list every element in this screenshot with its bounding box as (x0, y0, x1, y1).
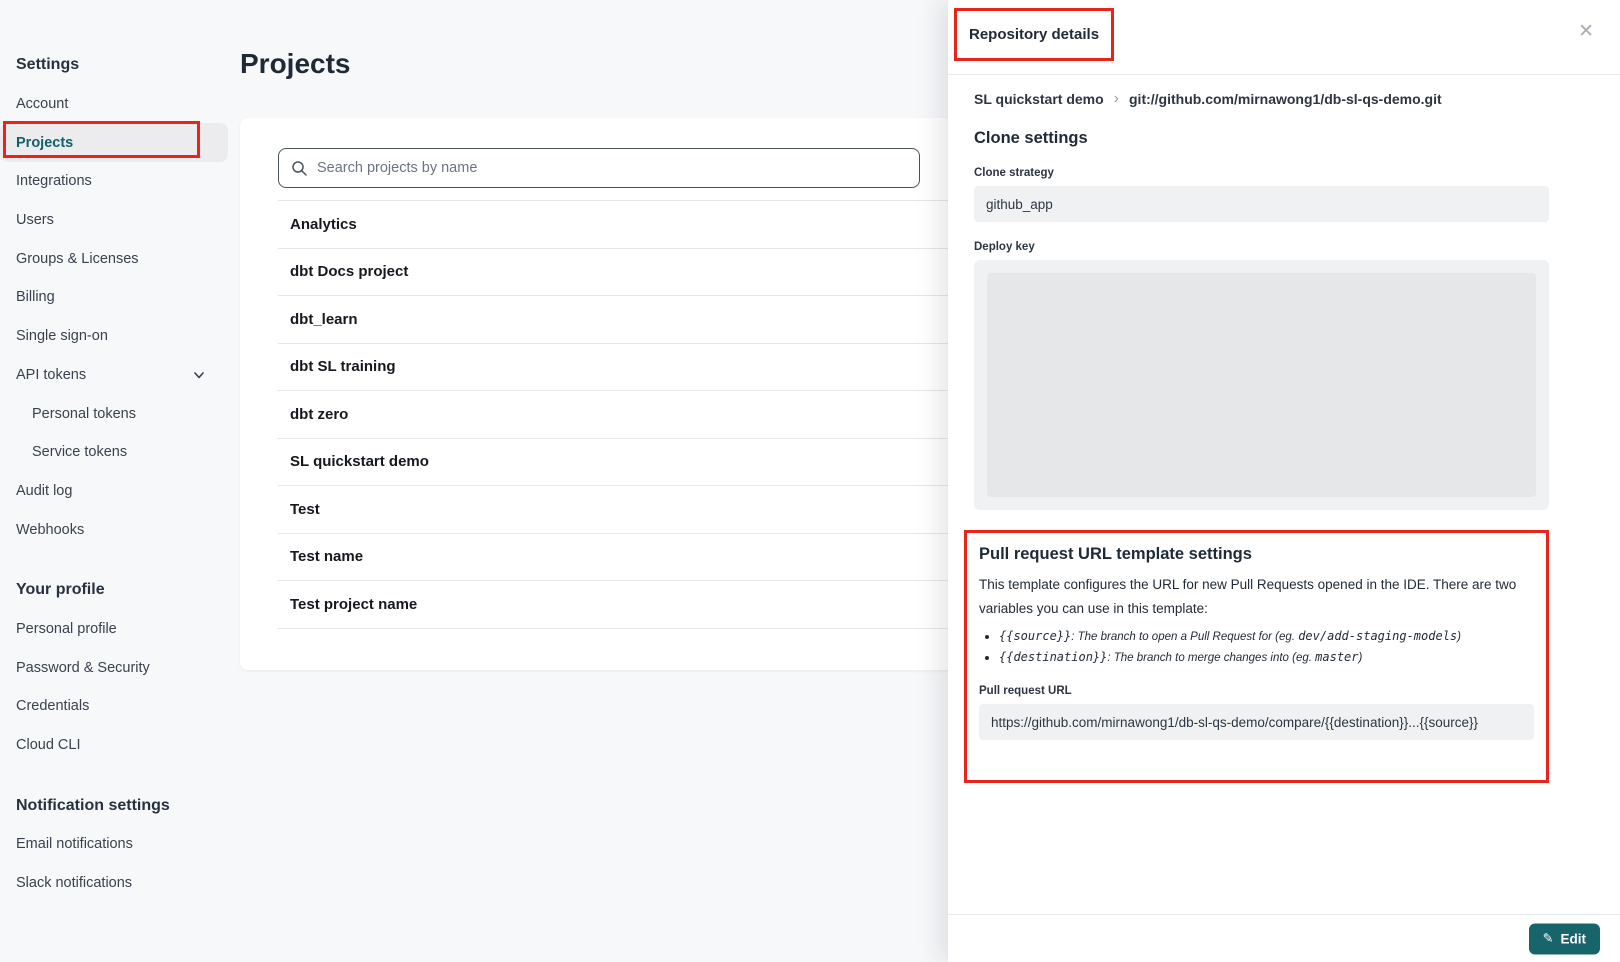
sidebar-item-audit-log[interactable]: Audit log (16, 482, 73, 499)
project-search[interactable] (278, 148, 920, 188)
pencil-icon: ✎ (1542, 931, 1554, 946)
sidebar-item-email-notifications[interactable]: Email notifications (16, 836, 133, 853)
sidebar-item-slack-notifications[interactable]: Slack notifications (16, 875, 133, 892)
pr-template-variables (999, 628, 1534, 666)
sidebar-item-projects[interactable] (0, 123, 228, 162)
sidebar-item-api-tokens[interactable] (0, 356, 240, 395)
sidebar-item-integrations[interactable]: Integrations (16, 173, 92, 190)
destination-variable-code: {{destination}} (999, 649, 1108, 664)
sidebar-item-account[interactable]: Account (16, 96, 69, 113)
sidebar-item-password-security[interactable]: Password & Security (16, 659, 150, 676)
pull-request-url-label: Pull request URL (979, 685, 1072, 698)
pr-variable-source (999, 628, 1534, 646)
panel-header (948, 0, 1620, 75)
edit-button[interactable] (1529, 923, 1600, 954)
sidebar-item-webhooks[interactable]: Webhooks (16, 521, 85, 538)
page-title: Projects (240, 48, 351, 79)
sidebar-item-api-tokens-label: API tokens (16, 366, 87, 383)
edit-button-label: Edit (1560, 931, 1586, 946)
chevron-right-icon: › (1113, 90, 1119, 107)
chevron-down-icon (192, 368, 206, 382)
sidebar-item-personal-tokens[interactable]: Personal tokens (32, 405, 136, 422)
annotation-box-repository-details (954, 8, 1114, 61)
project-row[interactable]: Analytics (278, 201, 1578, 249)
clone-settings-heading: Clone settings (974, 129, 1088, 147)
pull-request-url-value: https://github.com/mirnawong1/db-sl-qs-demo/compare/{{destination}}...{{source}} (979, 704, 1534, 740)
sidebar-header-your-profile: Your profile (16, 581, 105, 599)
clone-strategy-value: github_app (974, 186, 1549, 222)
project-row[interactable]: dbt_learn (278, 296, 1578, 344)
destination-variable-example: master (1315, 649, 1359, 664)
sidebar-item-service-tokens[interactable]: Service tokens (32, 444, 128, 461)
source-variable-code: {{source}} (999, 629, 1072, 644)
sidebar-item-billing[interactable]: Billing (16, 289, 55, 306)
project-row[interactable]: dbt Docs project (278, 249, 1578, 297)
sidebar-item-groups-licenses[interactable]: Groups & Licenses (16, 250, 139, 267)
source-variable-text: : The branch to open a Pull Request for (eg. (1071, 631, 1299, 644)
project-row[interactable]: SL quickstart demo (278, 439, 1578, 487)
destination-variable-text: : The branch to merge changes into (eg. (1107, 651, 1316, 664)
search-icon (291, 160, 308, 177)
sidebar-item-single-sign-on[interactable]: Single sign-on (16, 328, 108, 345)
pr-template-heading: Pull request URL template settings (979, 545, 1252, 563)
project-row[interactable]: Test name (278, 534, 1578, 582)
deploy-key-redacted (987, 273, 1536, 497)
search-input[interactable] (317, 160, 907, 176)
project-row[interactable]: Test project name (278, 581, 1578, 629)
breadcrumb-project[interactable]: SL quickstart demo (974, 91, 1104, 107)
repository-details-panel (948, 0, 1620, 962)
annotation-box-pr-template-settings (964, 530, 1549, 783)
panel-title: Repository details (969, 26, 1100, 43)
sidebar-item-users[interactable]: Users (16, 212, 54, 229)
sidebar-item-credentials[interactable]: Credentials (16, 698, 90, 715)
sidebar-item-cloud-cli[interactable]: Cloud CLI (16, 737, 81, 754)
sidebar-item-personal-profile[interactable]: Personal profile (16, 620, 117, 637)
breadcrumb (974, 91, 1594, 107)
pr-template-description: This template configures the URL for new Pull Requests opened in the IDE. There are two variables you can use in this template: (979, 577, 1517, 616)
project-row[interactable]: Test (278, 486, 1578, 534)
project-row[interactable]: dbt SL training (278, 344, 1578, 392)
panel-body (948, 75, 1620, 783)
settings-sidebar (0, 0, 240, 962)
source-variable-close: ) (1457, 631, 1461, 644)
sidebar-header-settings: Settings (16, 56, 80, 74)
destination-variable-close: ) (1358, 651, 1363, 664)
project-row[interactable]: dbt zero (278, 391, 1578, 439)
breadcrumb-repo-url: git://github.com/mirnawong1/db-sl-qs-demo.git (1129, 91, 1442, 107)
source-variable-example: dev/add-staging-models (1298, 629, 1458, 644)
sidebar-item-projects-label: Projects (16, 134, 74, 151)
panel-footer (948, 914, 1620, 962)
clone-strategy-label: Clone strategy (974, 167, 1054, 179)
pr-variable-destination (999, 649, 1534, 667)
deploy-key-label: Deploy key (974, 241, 1035, 253)
sidebar-header-notification-settings: Notification settings (16, 796, 170, 814)
close-icon[interactable]: ✕ (1578, 20, 1594, 42)
deploy-key-box (974, 260, 1549, 510)
